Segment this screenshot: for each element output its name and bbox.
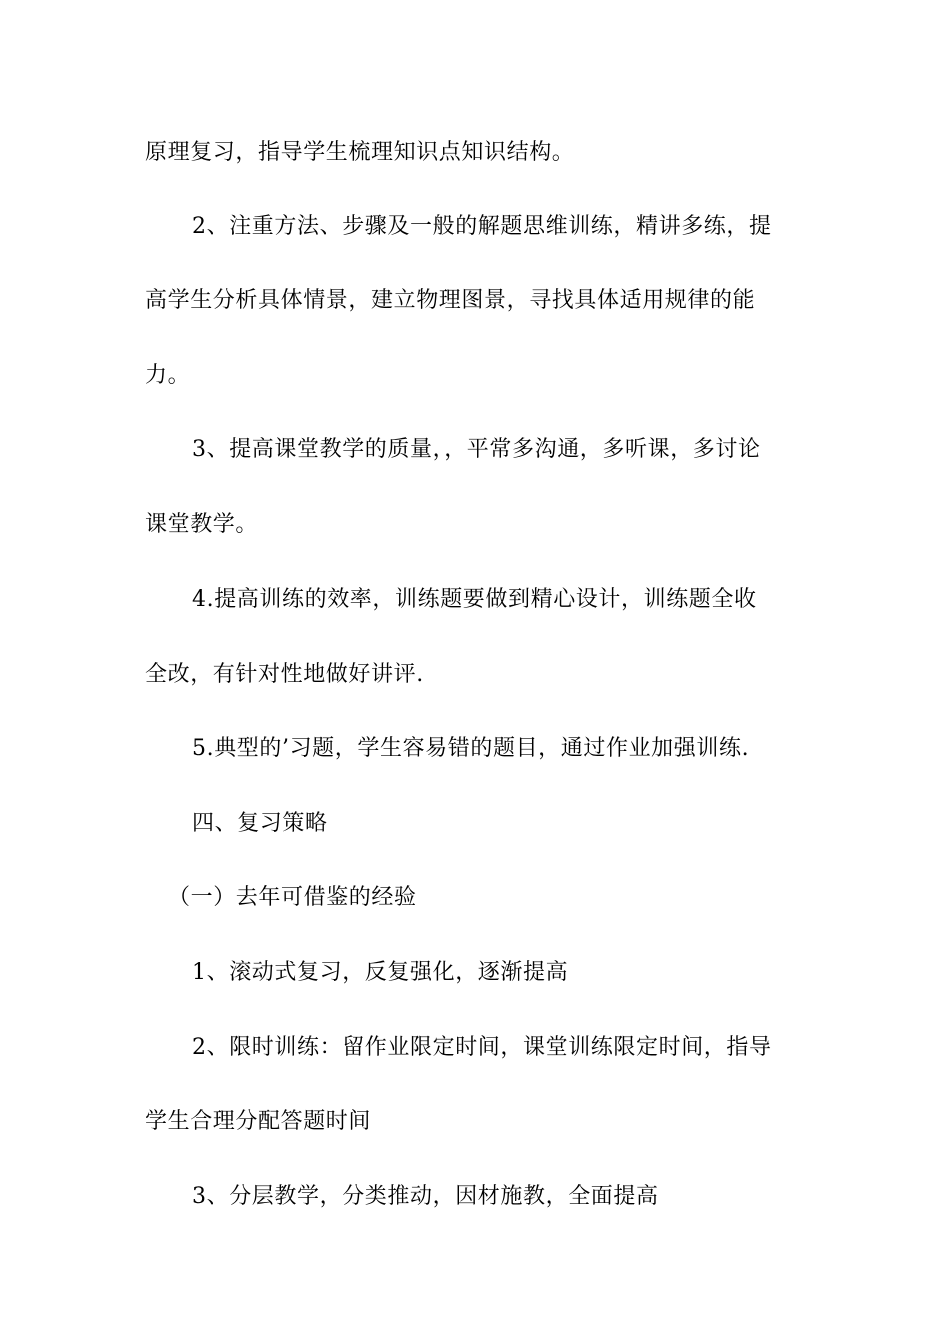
paragraph-line: 全改，有针对性地做好讲评. xyxy=(145,662,424,687)
paragraph-line: 2、限时训练：留作业限定时间，课堂训练限定时间，指导 xyxy=(192,1035,772,1060)
paragraph-line: 原理复习，指导学生梳理知识点知识结构。 xyxy=(145,140,575,165)
paragraph-line: 3、分层教学，分类推动，因材施教，全面提高 xyxy=(192,1184,659,1209)
paragraph-line: 2、注重方法、步骤及一般的解题思维训练，精讲多练，提 xyxy=(192,214,772,239)
paragraph-line: 课堂教学。 xyxy=(145,512,259,537)
section-heading: 四、复习策略 xyxy=(192,811,328,836)
paragraph-line: 学生合理分配答题时间 xyxy=(145,1109,372,1134)
paragraph-line: 4.提高训练的效率，训练题要做到精心设计，训练题全收 xyxy=(192,587,757,612)
paragraph-line: 1、滚动式复习，反复强化，逐渐提高 xyxy=(192,960,569,985)
paragraph-line: 高学生分析具体情景，建立物理图景，寻找具体适用规律的能 xyxy=(145,288,756,313)
paragraph-line: 力。 xyxy=(145,363,191,388)
subsection-heading: （一）去年可借鉴的经验 xyxy=(168,885,417,910)
paragraph-line: 5.典型的’习题，学生容易错的题目，通过作业加强训练. xyxy=(192,736,750,761)
paragraph-line: 3、提高课堂教学的质量，，平常多沟通，多听课，多讨论 xyxy=(192,437,761,462)
